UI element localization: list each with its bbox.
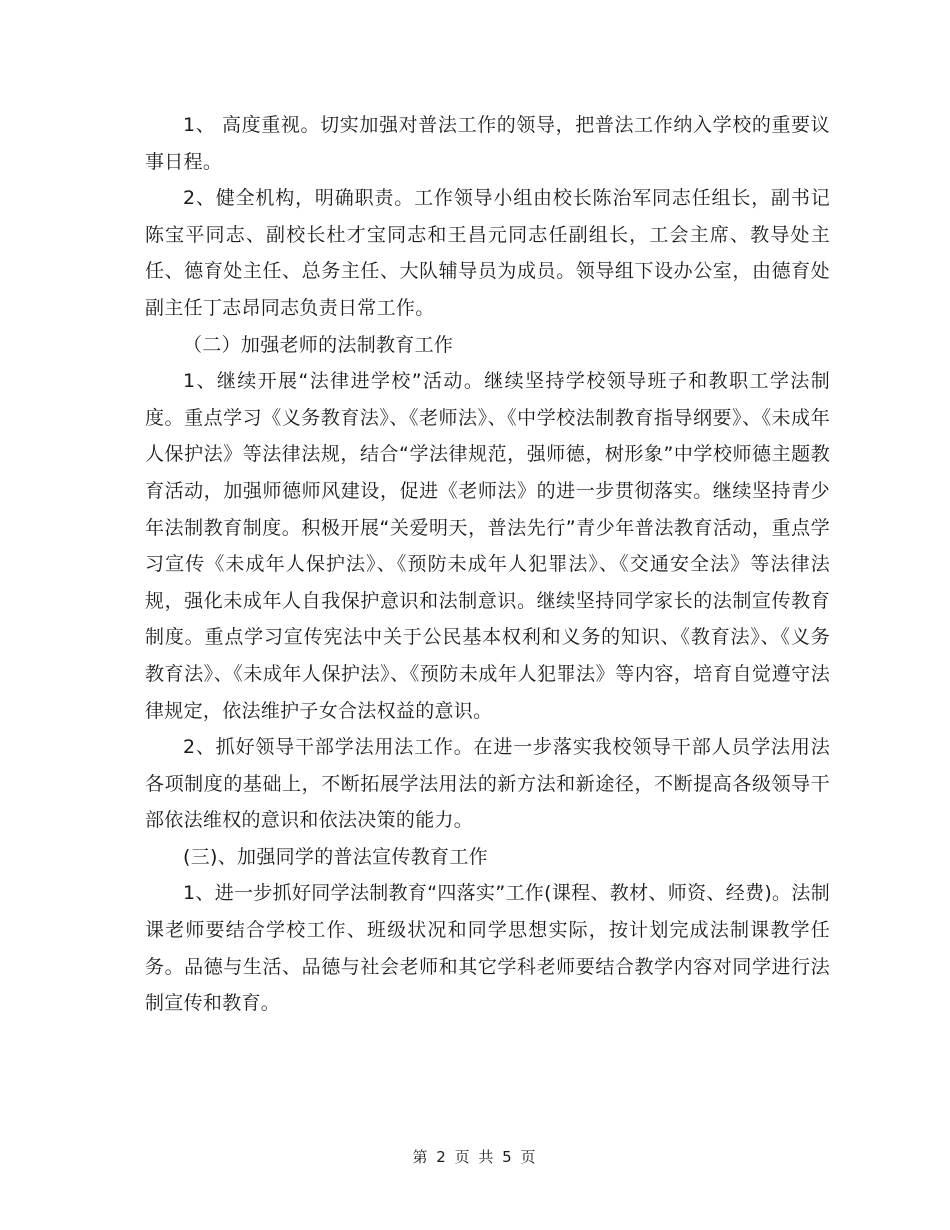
page-number-footer: 第 2 页 共 5 页: [412, 1148, 538, 1166]
paragraph-4: 2、抓好领导干部学法用法工作。在进一步落实我校领导干部人员学法用法各项制度的基础上，不断拓展学法用法的新方法和新途径，不断提高各级领导干部依法维权的意识和依法决策的能力。: [145, 736, 830, 832]
section-heading-3: (三)、加强同学的普法宣传教育工作: [183, 845, 488, 868]
paragraph-2: 2、健全机构，明确职责。工作领导小组由校长陈治军同志任组长，副书记陈宝平同志、副校长杜才宝同志和王昌元同志任副组长，工会主席、教导处主任、德育处主任、总务主任、大队辅导员为成员。领导组下设办公室，由德育处副主任丁志昂同志负责日常工作。: [145, 187, 830, 319]
paragraph-5: 1、进一步抓好同学法制教育“四落实”工作(课程、教材、师资、经费)。法制课老师要结合学校工作、班级状况和同学思想实际，按计划完成法制课教学任务。品德与生活、品德与社会老师和其它学科老师要结合教学内容对同学进行法制宣传和教育。: [145, 882, 830, 1015]
document-body: [145, 107, 830, 1022]
paragraph-3: 1、继续开展“法律进学校”活动。继续坚持学校领导班子和教职工学法制度。重点学习《义务教育法》、《老师法》、《中学校法制教育指导纲要》、《未成年人保护法》等法律法规，结合“学法律规范，强师德，树形象”中学校师德主题教育活动，加强师德师风建设，促进《老师法》的进一步贯彻落实。继续坚持青少年法制教育制度。积极开展“关爱明天，普法先行”青少年普法教育活动，重点学习宣传《未成年人保护法》、《预防未成年人犯罪法》、《交通安全法》等法律法规，强化未成年人自我保护意识和法制意识。继续坚持同学家长的法制宣传教育制度。重点学习宣传宪法中关于公民基本权利和义务的知识、《教育法》、《义务教育法》、《未成年人保护法》、《预防未成年人犯罪法》等内容，培育自觉遵守法律规定，依法维护子女合法权益的意识。: [145, 370, 830, 722]
section-heading-2: （二）加强老师的法制教育工作: [183, 333, 454, 356]
paragraph-1: 1、 高度重视。切实加强对普法工作的领导，把普法工作纳入学校的重要议事日程。: [145, 114, 830, 173]
